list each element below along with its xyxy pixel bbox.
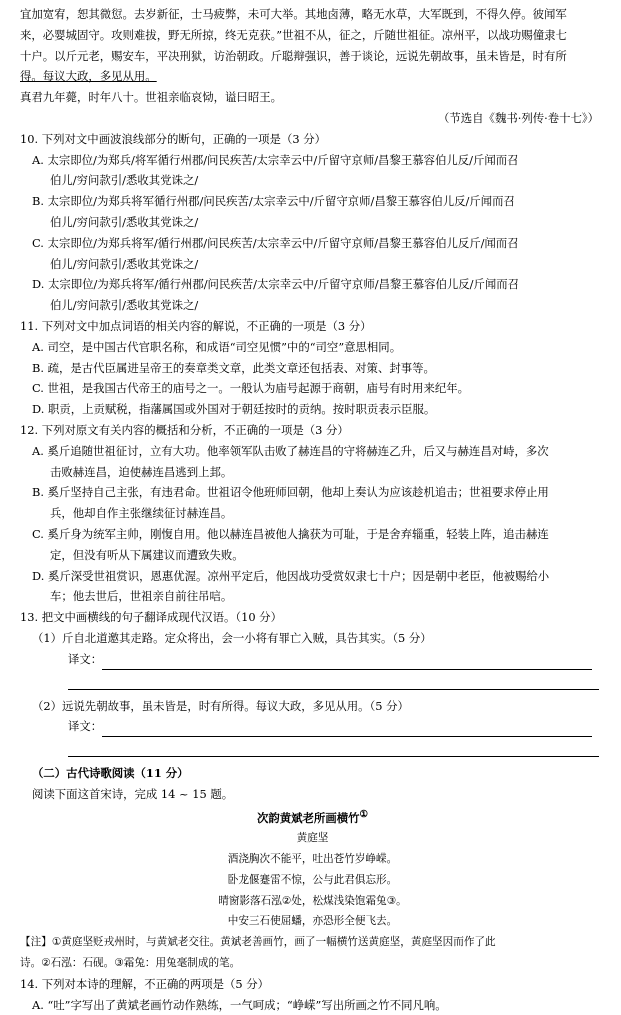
q12-option-c: C. 奚斤身为统军主帅，刚愎自用。他以赫连昌被他人擒获为可耻，于是舍弃辎重，轻装上阵，追击赫连 [32, 526, 549, 541]
question-14-stem: 14. 下列对本诗的理解，不正确的两项是（5 分） [20, 976, 270, 991]
q12-option-b-cont: 兵，他却自作主张继续征讨赫连昌。 [50, 506, 233, 521]
passage-line: 十户。以斤元老，赐安车，平决刑狱，访治朝政。斤聪辩强识，善于谈论，远说先朝故事，虽未皆是，时有所 [20, 48, 567, 63]
q10-option-c: C. 太宗即位/为郑兵将军/循行州郡/问民疾苦/太宗幸云中/斤留守京师/昌黎王慕容伯儿反斤/闻而召 [32, 235, 519, 250]
q10-option-d-cont: 伯儿/穷问款引/悉收其党诛之/ [50, 298, 199, 313]
q10-option-b: B. 太宗即位/为郑兵将军循行州郡/问民疾苦/太宗幸云中/斤留守京师/昌黎王慕容伯儿反/斤闻而召 [32, 194, 515, 209]
q13-sub-1-answer: 译文： [20, 649, 605, 670]
passage-line: 宜加宽宥，恕其微愆。去岁新征，士马疲弊，未可大举。其地卤薄，略无水草，大军既到，不得久停。彼闻军 [20, 7, 567, 21]
answer-blank[interactable] [102, 722, 592, 737]
q10-option-b-cont: 伯儿/穷问款引/悉收其党诛之/ [50, 214, 199, 229]
q12-option-d-cont: 车；他去世后，世祖亲自前往吊唁。 [50, 589, 233, 604]
q10-option-d: D. 太宗即位/为郑兵将军/循行州郡/问民疾苦/太宗幸云中/斤留守京师/昌黎王慕容伯儿反/斤闻而召 [32, 277, 520, 292]
answer-blank[interactable] [102, 655, 592, 670]
q12-option-a: A. 奚斤追随世祖征讨，立有大功。他率领军队击败了赫连昌的守将赫连乙升，后又与赫连昌对峙，多次 [32, 443, 549, 458]
poem-line: 晴窗影落石泓②处，松煤浅染饱霜兔③。 [218, 894, 407, 907]
q12-option-a-cont: 击败赫连昌，迫使赫连昌逃到上邽。 [50, 464, 233, 479]
answer-blank[interactable] [68, 737, 599, 757]
poem-line: 酒浇胸次不能平，吐出苍竹岁峥嵘。 [227, 853, 398, 866]
q10-option-c-cont: 伯儿/穷问款引/悉收其党诛之/ [50, 256, 199, 271]
question-13-stem: 13. 把文中画横线的句子翻译成现代汉语。（10 分） [20, 610, 282, 625]
q10-option-a-cont: 伯儿/穷问款引/悉收其党诛之/ [50, 173, 199, 188]
section-instruction: 阅读下面这首宋诗，完成 14 ~ 15 题。 [32, 786, 234, 801]
poem-line: 卧龙偃蹇雷不惊，公与此君俱忘形。 [227, 873, 398, 886]
q11-option-b: B. 疏，是古代臣属进呈帝王的奏章类文章，此类文章还包括表、对策、封事等。 [32, 360, 435, 375]
q14-option-a: A. “吐”字写出了黄斌老画竹动作熟练，一气呵成；“峥嵘”写出所画之竹不同凡响。 [32, 997, 447, 1012]
question-12-stem: 12. 下列对原文有关内容的概括和分析，不正确的一项是（3 分） [20, 422, 349, 437]
poem-line: 中安三石使屈蟠，亦恐形全便飞去。 [227, 915, 398, 928]
question-10-stem: 10. 下列对文中画波浪线部分的断句，正确的一项是（3 分） [20, 131, 326, 146]
poem-note: 【注】①黄庭坚贬戎州时，与黄斌老交往。黄斌老善画竹，画了一幅横竹送黄庭坚，黄庭坚因而作了此 [20, 936, 496, 949]
q12-option-b: B. 奚斤坚持自己主张，有违君命。世祖诏令他班师回朝，他却上奏认为应该趁机追击；世祖要求停止用 [32, 485, 549, 500]
passage-line: 真君九年薨，时年八十。世祖亲临哀恸，谥曰昭王。 [20, 90, 282, 105]
answer-blank[interactable] [68, 670, 599, 690]
passage-line: 来，必婴城固守。攻则难拔，野无所掠，终无克获。”世祖不从，征之，斤随世祖征。凉州平，以战功赐僮隶七 [20, 27, 567, 42]
poem-author: 黄庭坚 [296, 832, 329, 845]
q11-option-a: A. 司空，是中国古代官职名称，和成语“司空见惯”中的“司空”意思相同。 [32, 339, 402, 354]
passage-line: 得。每议大政，多见从用。 [20, 69, 157, 84]
q11-option-d: D. 职贡，上贡赋税，指藩属国或外国对于朝廷按时的贡纳。按时职贡表示臣服。 [32, 402, 436, 417]
q10-option-a: A. 太宗即位/为郑兵/将军循行州郡/问民疾苦/太宗幸云中/斤留守京师/昌黎王慕容伯儿反/斤闻而召 [32, 152, 519, 167]
poem-note-cont: 诗。②石泓：石砚。③霜兔：用兔毫制成的笔。 [20, 957, 241, 970]
question-11-stem: 11. 下列对文中加点词语的相关内容的解说，不正确的一项是（3 分） [20, 318, 372, 333]
poem-title: 次韵黄斌老所画横竹① [256, 808, 369, 825]
source-citation: （节选自《魏书·列传·卷十七》） [437, 110, 599, 125]
q13-sub-2: （2）远说先朝故事，虽未皆是，时有所得。每议大政，多见从用。（5 分） [32, 698, 409, 713]
q11-option-c: C. 世祖，是我国古代帝王的庙号之一。一般认为庙号起源于商朝，庙号有时用来纪年。 [32, 381, 470, 396]
q12-option-c-cont: 定，但没有听从下属建议而遭致失败。 [50, 547, 244, 562]
q13-sub-2-answer: 译文： [20, 716, 605, 737]
q13-sub-1: （1）斤自北道邀其走路。定众将出，会一小将有罪亡入贼，具告其实。（5 分） [32, 630, 432, 645]
q12-option-d: D. 奚斤深受世祖赏识，恩惠优渥。凉州平定后，他因战功受赏奴隶七十户；因是朝中老臣，他被赐给小 [32, 568, 550, 583]
section-heading: （二）古代诗歌阅读（11 分） [32, 766, 189, 781]
